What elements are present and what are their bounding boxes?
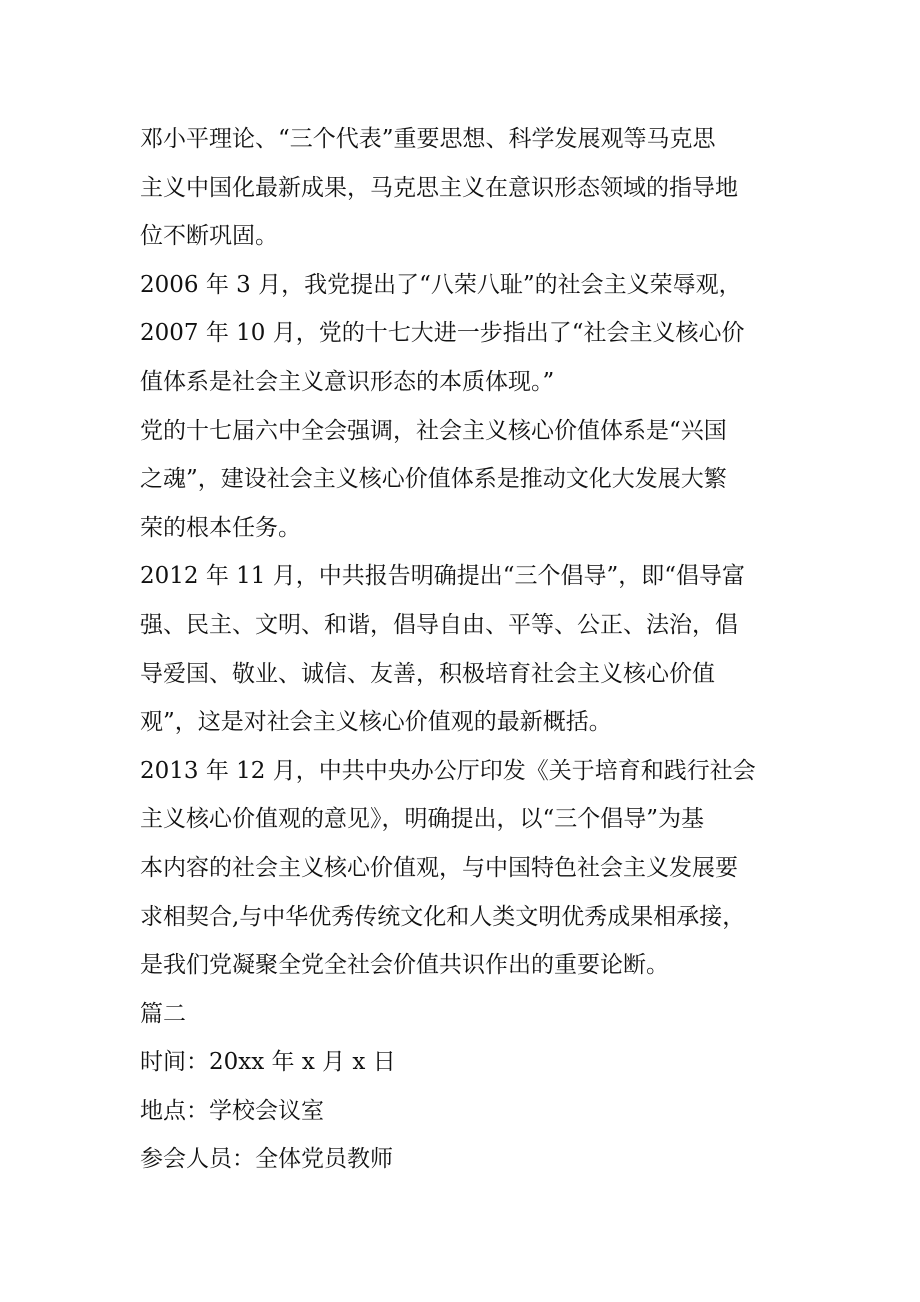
text-line: 邓小平理论、“三个代表”重要思想、科学发展观等马克思 — [140, 126, 716, 152]
text-line: 荣的根本任务。 — [140, 514, 301, 541]
meeting-location: 地点：学校会议室 — [140, 1097, 324, 1124]
meeting-time: 时间：20xx 年 x 月 x 日 — [140, 1049, 396, 1076]
text-line: 2006 年 3 月，我党提出了“八荣八耻”的社会主义荣辱观， — [140, 271, 742, 298]
text-line: 值体系是社会主义意识形态的本质体现。” — [140, 368, 555, 395]
text-line: 本内容的社会主义核心价值观，与中国特色社会主义发展要 — [140, 854, 738, 881]
text-line: 是我们党凝聚全党全社会价值共识作出的重要论断。 — [140, 952, 669, 979]
text-line: 2007 年 10 月，党的十七大进一步指出了“社会主义核心价 — [140, 320, 745, 347]
text-line: 位不断巩固。 — [140, 223, 278, 250]
text-line: 观”，这是对社会主义核心价值观的最新概括。 — [140, 709, 612, 736]
text-line: 主义核心价值观的意见》，明确提出，以“三个倡导”为基 — [140, 806, 705, 833]
text-line: 之魂”，建设社会主义核心价值体系是推动文化大发展大繁 — [140, 466, 727, 493]
text-line: 党的十七届六中全会强调，社会主义核心价值体系是“兴国 — [140, 417, 727, 444]
document-body — [140, 115, 790, 1184]
text-line: 2013 年 12 月，中共中央办公厅印发《关于培育和践行社会 — [140, 757, 756, 784]
meeting-attendees: 参会人员：全体党员教师 — [140, 1146, 393, 1173]
text-line: 2012 年 11 月，中共报告明确提出“三个倡导”，即“倡导富 — [140, 563, 746, 590]
text-line: 求相契合,与中华优秀传统文化和人类文明优秀成果相承接， — [140, 903, 746, 930]
text-line: 强、民主、文明、和谐，倡导自由、平等、公正、法治，倡 — [140, 611, 738, 638]
text-line: 主义中国化最新成果，马克思主义在意识形态领域的指导地 — [140, 174, 738, 201]
text-line: 导爱国、敬业、诚信、友善，积极培育社会主义核心价值 — [140, 660, 715, 687]
section-heading: 篇二 — [140, 1000, 186, 1027]
